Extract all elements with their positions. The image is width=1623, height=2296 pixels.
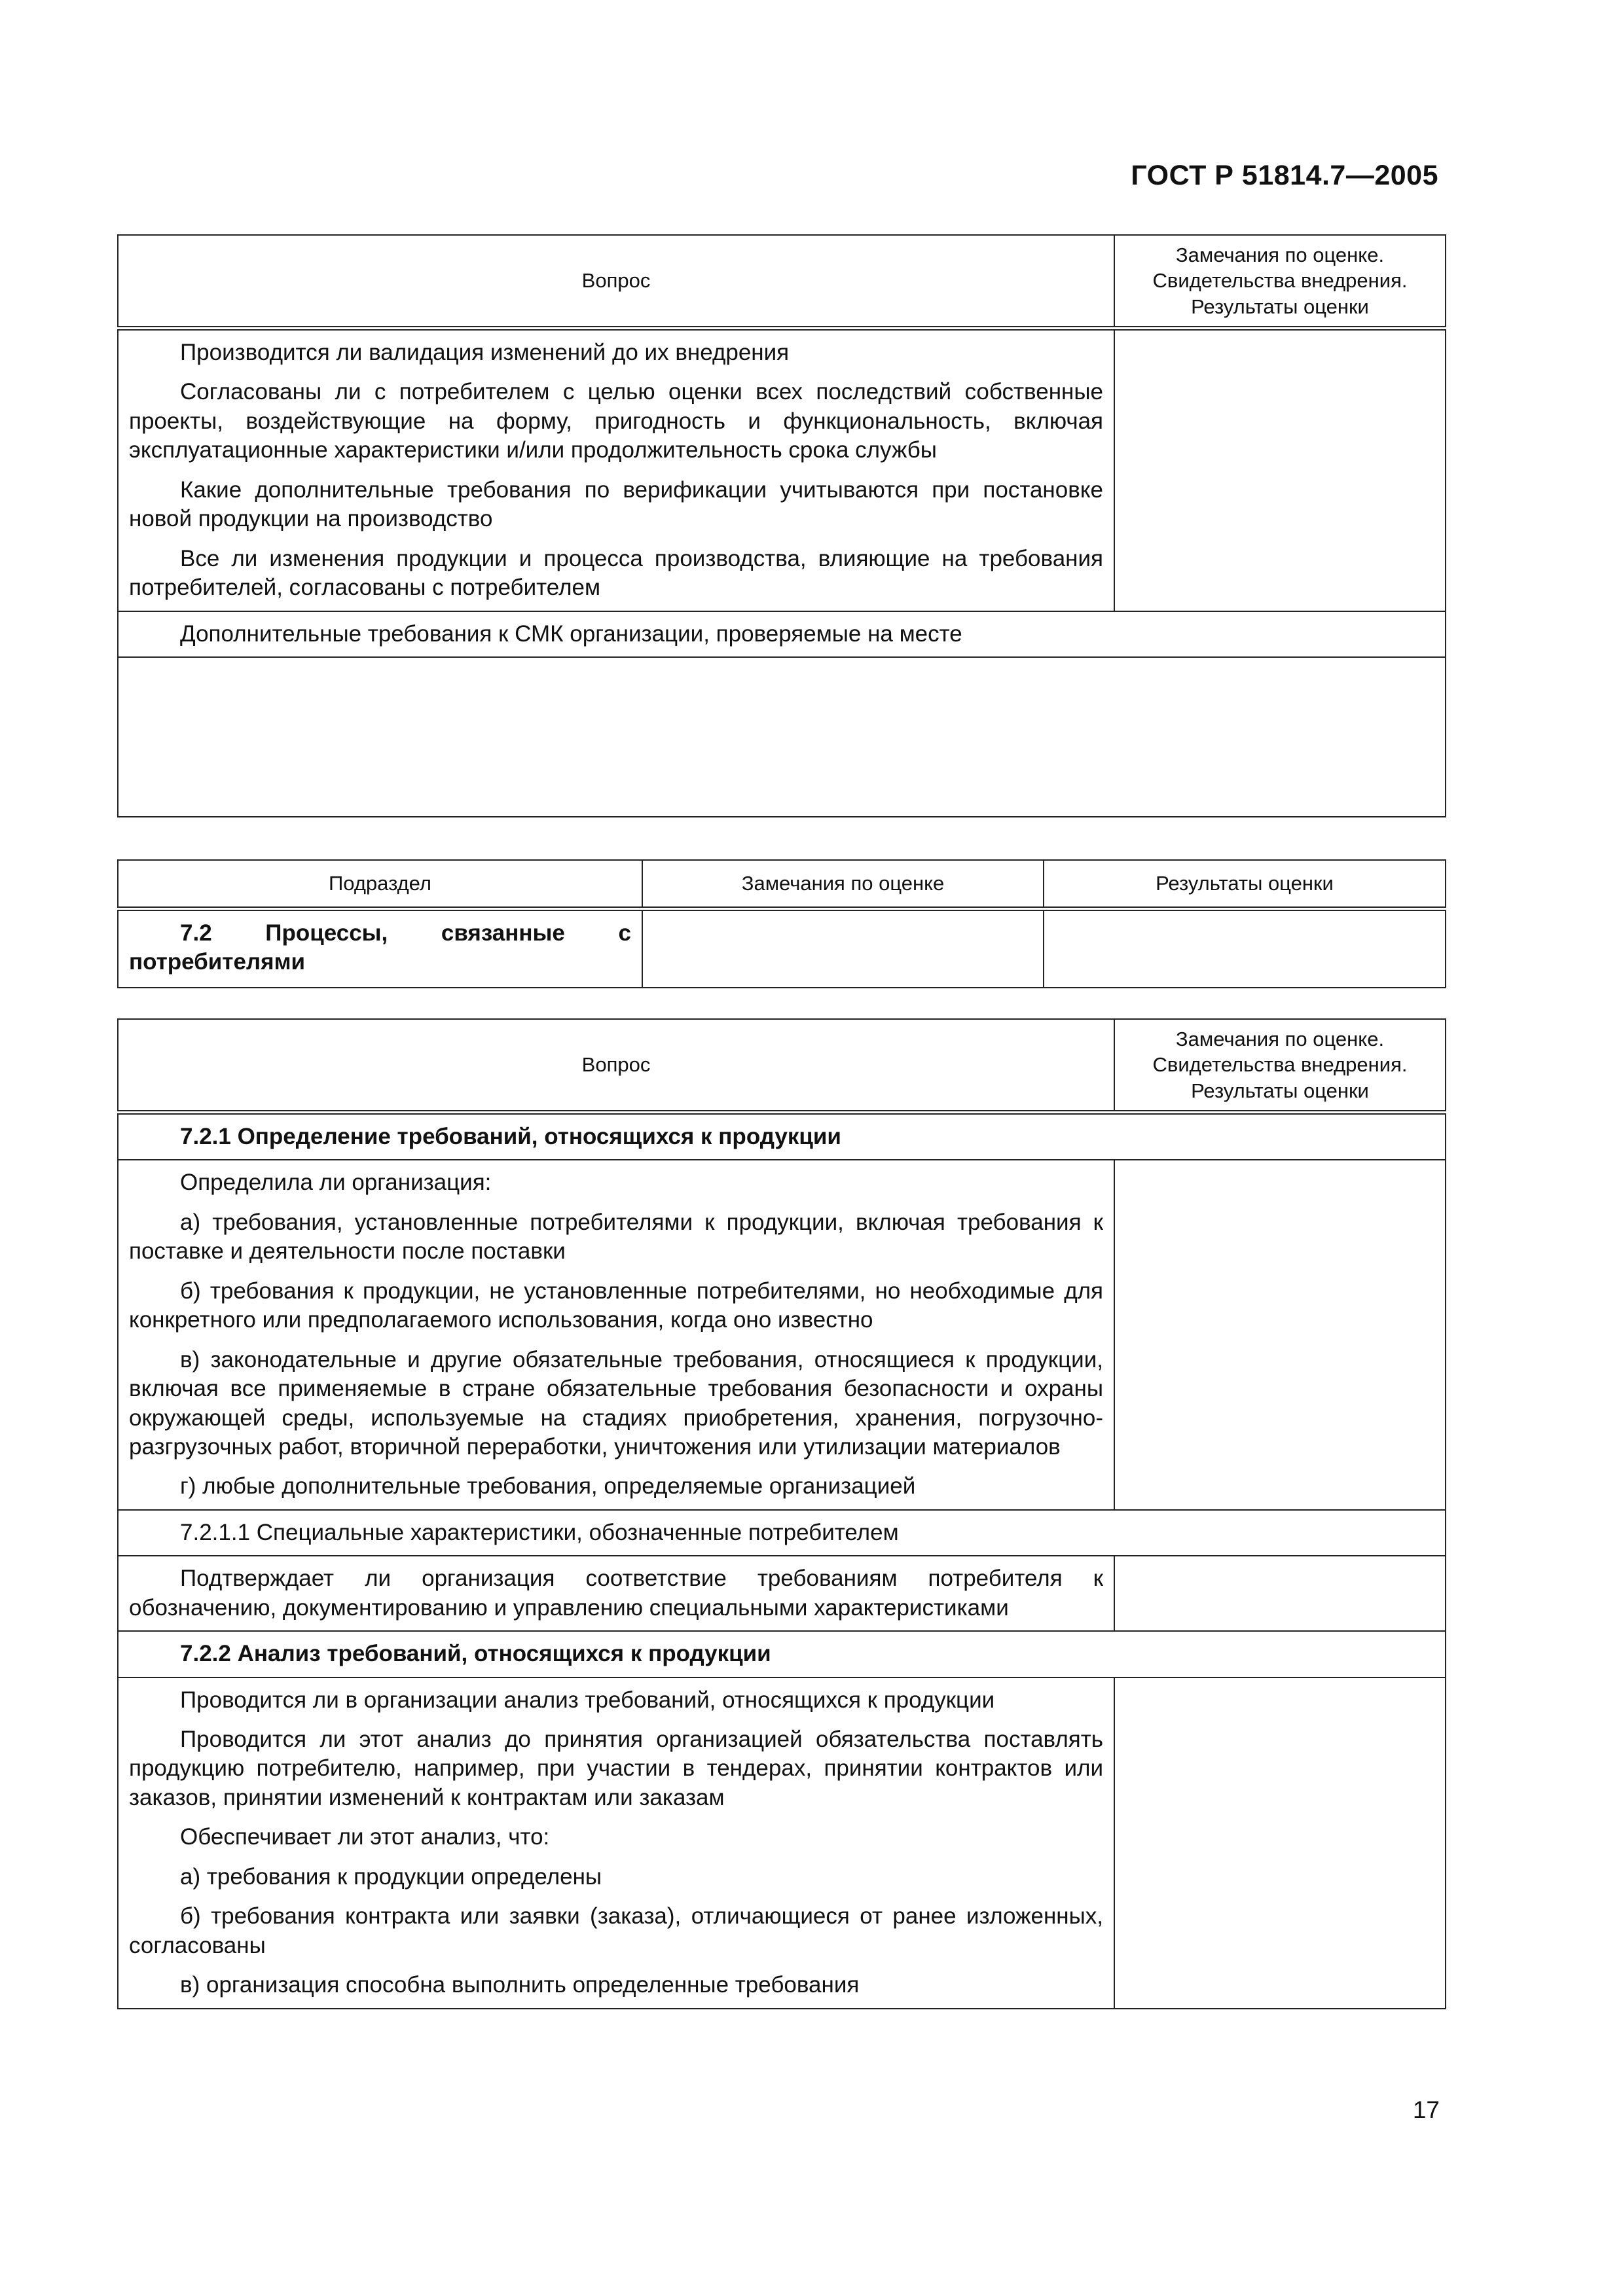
empty-notes-cell — [118, 657, 1446, 817]
question-text: а) требования, установленные потребителями к продукции, включая требования к поставке и деятельности после поставки — [129, 1209, 1103, 1265]
additional-requirements-row — [118, 611, 1446, 657]
table-questions-1 — [117, 234, 1446, 817]
question-text: г) любые дополнительные требования, определяемые организацией — [180, 1473, 916, 1499]
question-text: б) требования к продукции, не установленные потребителями, но необходимые для конкретного или предполагаемого использования, когда оно известно — [129, 1278, 1103, 1333]
table-row — [118, 329, 1446, 611]
question-text: Какие дополнительные требования по верификации учитываются при постановке новой продукции на производство — [129, 476, 1103, 532]
remarks-cell — [1114, 1677, 1446, 2009]
section-722-title: 7.2.2 Анализ требований, относящихся к продукции — [180, 1641, 771, 1667]
question-cell — [118, 1556, 1114, 1631]
page-number: 17 — [1412, 2096, 1440, 2123]
additional-requirements-text: Дополнительные требования к СМК организации, проверяемые на месте — [180, 620, 962, 647]
question-text: в) организация способна выполнить определенные требования — [180, 1972, 860, 1998]
section-721-title: 7.2.1 Определение требований, относящихся к продукции — [180, 1124, 841, 1149]
header-subsection: Подраздел — [118, 860, 642, 909]
table-row — [118, 1160, 1446, 1509]
header-question: Вопрос — [118, 1019, 1114, 1113]
question-text: Проводится ли в организации анализ требований, относящихся к продукции — [180, 1687, 995, 1713]
remarks-cell — [1114, 1556, 1446, 1631]
header-results: Результаты оценки — [1044, 860, 1446, 909]
header-remarks: Замечания по оценке. Свидетельства внедрения. Результаты оценки — [1114, 235, 1446, 329]
table-row — [118, 909, 1446, 988]
remarks-cell — [1114, 1160, 1446, 1509]
table-row — [118, 1631, 1446, 1677]
question-text: Проводится ли этот анализ до принятия организацией обязательства поставлять продукцию потребителю, например, при участии в тендерах, принятии контрактов или заказов, принятии изменений к контрактам или заказам — [129, 1727, 1103, 1810]
header-question: Вопрос — [118, 235, 1114, 329]
question-text: б) требования контракта или заявки (заказа), отличающиеся от ранее изложенных, согласованы — [129, 1903, 1103, 1958]
table-row — [118, 1677, 1446, 2009]
question-text: Обеспечивает ли этот анализ, что: — [180, 1824, 550, 1850]
section-7211-title: 7.2.1.1 Специальные характеристики, обозначенные потребителем — [180, 1519, 899, 1545]
table-header-row — [118, 1019, 1446, 1113]
remarks-cell — [642, 909, 1044, 988]
table-header-row — [118, 860, 1446, 909]
question-text: Определила ли организация: — [180, 1170, 492, 1196]
question-cell — [118, 1160, 1114, 1509]
table-row — [118, 1113, 1446, 1160]
question-text: Согласованы ли с потребителем с целью оценки всех последствий собственные проекты, воздействующие на форму, пригодность и функциональность, включая эксплуатационные характеристики и/или продолжительность срока службы — [129, 379, 1103, 463]
question-text: а) требования к продукции определены — [180, 1863, 602, 1890]
question-text: Все ли изменения продукции и процесса производства, влияющие на требования потребителей, согласованы с потребителем — [129, 545, 1103, 601]
question-cell — [118, 1677, 1114, 2009]
table-questions-2 — [117, 1018, 1446, 2009]
question-cell — [118, 329, 1114, 611]
header-remarks: Замечания по оценке — [642, 860, 1044, 909]
subsection-title-cell — [118, 909, 642, 988]
table-row — [118, 1556, 1446, 1631]
question-text: Подтверждает ли организация соответствие требованиям потребителя к обозначению, документированию и управлению специальными характеристиками — [129, 1566, 1103, 1621]
table-row — [118, 611, 1446, 657]
table-subsection — [117, 859, 1446, 988]
section-721-row — [118, 1113, 1446, 1160]
document-code: ГОСТ Р 51814.7—2005 — [1131, 160, 1438, 191]
section-7211-row — [118, 1510, 1446, 1556]
header-remarks: Замечания по оценке. Свидетельства внедрения. Результаты оценки — [1114, 1019, 1446, 1113]
question-text: Производится ли валидация изменений до их внедрения — [180, 340, 790, 365]
remarks-cell — [1114, 329, 1446, 611]
table-row — [118, 1510, 1446, 1556]
table-row-empty — [118, 657, 1446, 817]
section-722-row — [118, 1631, 1446, 1677]
subsection-title: 7.2 Процессы, связанные с потребителями — [129, 920, 631, 975]
question-text: в) законодательные и другие обязательные требования, относящиеся к продукции, включая все применяемые в стране обязательные требования безопасности и охраны окружающей среды, используемые на стадиях приобретения, хранения, погрузочно-разгрузочных работ, вторичной переработки, уничтожения или утилизации материалов — [129, 1346, 1103, 1460]
results-cell — [1044, 909, 1446, 988]
table-header-row — [118, 235, 1446, 329]
